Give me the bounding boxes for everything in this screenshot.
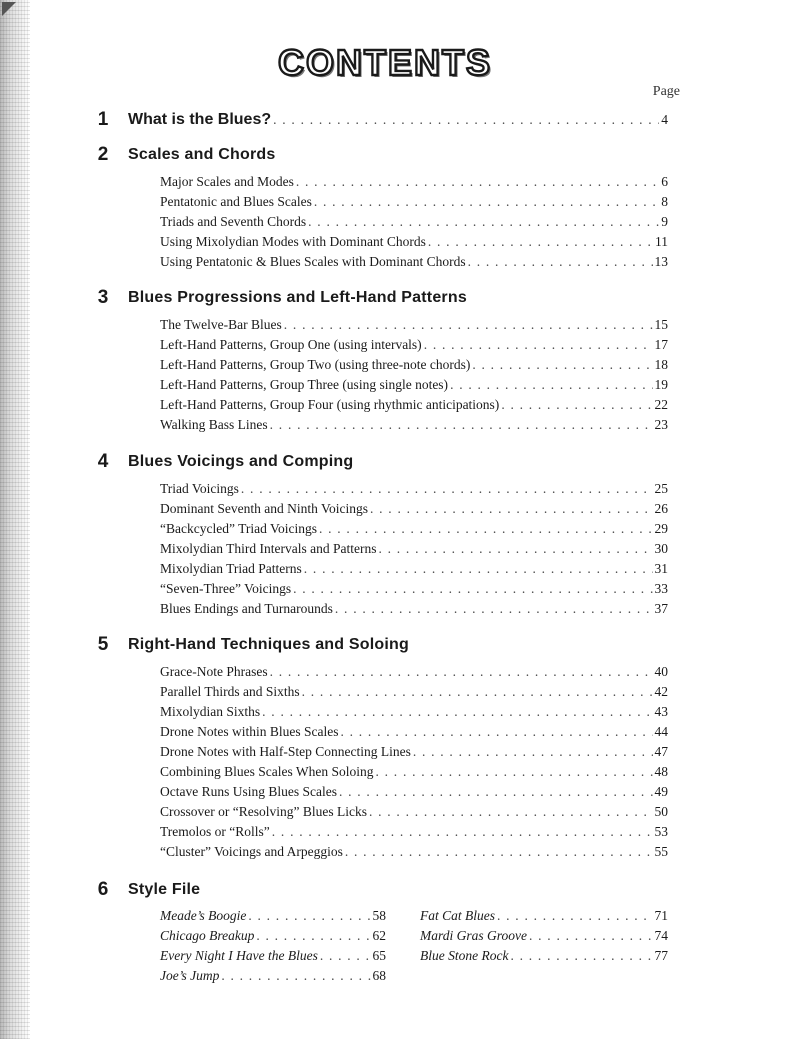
toc-entry[interactable]	[160, 500, 668, 518]
toc-section-entry[interactable]	[128, 111, 668, 129]
entry-title: Using Mixolydian Modes with Dominant Chords	[160, 234, 426, 249]
entry-title: Blue Stone Rock	[420, 948, 509, 963]
toc-entry-style-file[interactable]	[420, 907, 668, 925]
entry-title: Every Night I Have the Blues	[160, 948, 318, 963]
section-number: 4	[97, 451, 109, 472]
dot-leader	[339, 783, 653, 801]
entry-page: 50	[654, 804, 668, 819]
entry-page: 29	[654, 521, 668, 536]
entry-title: Mardi Gras Groove	[420, 928, 527, 943]
entry-page: 68	[372, 968, 386, 983]
entry-title: Joe’s Jump	[160, 968, 220, 983]
toc-entry-style-file[interactable]	[160, 947, 386, 965]
entry-page: 55	[654, 844, 668, 859]
entry-page: 49	[654, 784, 668, 799]
toc-entry[interactable]	[160, 416, 668, 434]
entry-page: 47	[654, 744, 668, 759]
entry-page: 42	[654, 684, 668, 699]
dot-leader	[428, 233, 653, 251]
entry-title: Dominant Seventh and Ninth Voicings	[160, 501, 368, 516]
entry-page: 15	[654, 317, 668, 332]
toc-entry[interactable]	[160, 823, 668, 841]
toc-entry[interactable]	[160, 723, 668, 741]
entry-title: Fat Cat Blues	[420, 908, 495, 923]
entry-page: 77	[654, 948, 668, 963]
entry-page: 43	[654, 704, 668, 719]
entry-page: 4	[661, 112, 668, 127]
section-number: 2	[97, 144, 109, 165]
section-number: 6	[97, 879, 109, 900]
entry-title: Left-Hand Patterns, Group Three (using single notes)	[160, 377, 449, 392]
dot-leader	[314, 193, 659, 211]
section-number: 3	[97, 287, 109, 308]
entry-page: 25	[654, 481, 668, 496]
toc-entry-style-file[interactable]	[160, 907, 386, 925]
toc-entry[interactable]	[160, 520, 668, 538]
page-column-label: Page	[652, 84, 680, 99]
dot-leader	[248, 907, 370, 925]
entry-page: 26	[654, 501, 668, 516]
dot-leader	[450, 376, 652, 394]
entry-page: 62	[372, 928, 386, 943]
entry-title: Octave Runs Using Blues Scales	[160, 784, 337, 799]
entry-page: 71	[654, 908, 668, 923]
entry-title: Parallel Thirds and Sixths	[160, 684, 300, 699]
toc-entry[interactable]	[160, 683, 668, 701]
toc-entry[interactable]	[160, 540, 668, 558]
dot-leader	[370, 500, 653, 518]
entry-page: 13	[654, 254, 668, 269]
entry-title: Chicago Breakup	[160, 928, 255, 943]
entry-title: Triad Voicings	[160, 481, 239, 496]
dot-leader	[501, 396, 652, 414]
toc-entry[interactable]	[160, 600, 668, 618]
dot-leader	[262, 703, 652, 721]
entry-title: “Cluster” Voicings and Arpeggios	[160, 844, 343, 859]
section-title: Style File	[128, 881, 201, 898]
dot-leader	[319, 520, 653, 538]
section-title: Blues Progressions and Left-Hand Patterns	[128, 289, 467, 306]
entry-title: The Twelve-Bar Blues	[160, 317, 282, 332]
dot-leader	[241, 480, 653, 498]
toc-entry[interactable]	[160, 663, 668, 681]
entry-title: Left-Hand Patterns, Group Four (using rhythmic anticipations)	[160, 397, 500, 412]
page-title: CONTENTS	[278, 42, 492, 83]
section-number: 1	[97, 109, 109, 130]
entry-title: What is the Blues?	[128, 111, 272, 128]
dot-leader	[378, 540, 652, 558]
dot-leader	[468, 253, 653, 271]
dot-leader	[272, 823, 653, 841]
entry-page: 48	[654, 764, 668, 779]
dot-leader	[302, 683, 653, 701]
entry-page: 6	[661, 174, 668, 189]
entry-page: 65	[372, 948, 386, 963]
toc-entry[interactable]	[160, 253, 668, 271]
toc-entry[interactable]	[160, 843, 668, 861]
toc-entry[interactable]	[160, 783, 668, 801]
entry-title: Crossover or “Resolving” Blues Licks	[160, 804, 367, 819]
dot-leader	[270, 416, 653, 434]
toc-entry[interactable]	[160, 376, 668, 394]
entry-page: 33	[654, 581, 668, 596]
toc-entry-style-file[interactable]	[160, 927, 386, 945]
toc-entry[interactable]	[160, 233, 668, 251]
entry-page: 40	[654, 664, 668, 679]
toc-entry[interactable]	[160, 743, 668, 761]
entry-page: 37	[654, 601, 668, 616]
dot-leader	[256, 927, 370, 945]
entry-title: Major Scales and Modes	[160, 174, 294, 189]
entry-title: Combining Blues Scales When Soloing	[160, 764, 374, 779]
dot-leader	[529, 927, 653, 945]
toc-entry-style-file[interactable]	[420, 927, 668, 945]
entry-title: Drone Notes with Half-Step Connecting Lines	[160, 744, 411, 759]
entry-title: Meade’s Boogie	[160, 908, 247, 923]
entry-title: “Backcycled” Triad Voicings	[160, 521, 317, 536]
toc-entry[interactable]	[160, 480, 668, 498]
toc-entry[interactable]	[160, 396, 668, 414]
toc-entry[interactable]	[160, 173, 668, 191]
dot-leader	[304, 560, 653, 578]
section-title: Right-Hand Techniques and Soloing	[128, 636, 409, 653]
entry-page: 53	[654, 824, 668, 839]
entry-page: 23	[654, 417, 668, 432]
entry-title: Drone Notes within Blues Scales	[160, 724, 339, 739]
dot-leader	[376, 763, 653, 781]
toc-entry[interactable]	[160, 703, 668, 721]
page-corner-mark	[2, 2, 16, 16]
entry-title: Left-Hand Patterns, Group Two (using three-note chords)	[160, 357, 471, 372]
dot-leader	[293, 580, 652, 598]
entry-page: 30	[654, 541, 668, 556]
entry-page: 17	[654, 337, 668, 352]
entry-title: Grace-Note Phrases	[160, 664, 268, 679]
entry-title: Pentatonic and Blues Scales	[160, 194, 312, 209]
entry-title: “Seven-Three” Voicings	[160, 581, 292, 596]
dot-leader	[270, 663, 653, 681]
dot-leader	[340, 723, 652, 741]
toc-entry[interactable]	[160, 580, 668, 598]
toc-entry[interactable]	[160, 560, 668, 578]
entry-page: 31	[654, 561, 668, 576]
entry-page: 9	[661, 214, 668, 229]
entry-page: 58	[372, 908, 386, 923]
entry-page: 22	[654, 397, 668, 412]
dot-leader	[221, 967, 370, 985]
scanned-page-edge	[0, 0, 30, 1039]
toc-entry[interactable]	[160, 336, 668, 354]
dot-leader	[320, 947, 371, 965]
dot-leader	[510, 947, 652, 965]
toc-entry[interactable]	[160, 193, 668, 211]
dot-leader	[284, 316, 653, 334]
entry-title: Blues Endings and Turnarounds	[160, 601, 333, 616]
dot-leader	[497, 907, 653, 925]
entry-page: 11	[655, 234, 668, 249]
toc-entry-style-file[interactable]	[420, 947, 668, 965]
entry-page: 8	[661, 194, 668, 209]
section-title: Blues Voicings and Comping	[128, 453, 354, 470]
entry-page: 44	[654, 724, 668, 739]
dot-leader	[335, 600, 653, 618]
dot-leader	[345, 843, 653, 861]
toc-entry[interactable]	[160, 803, 668, 821]
toc-entry[interactable]	[160, 213, 668, 231]
toc-entry[interactable]	[160, 316, 668, 334]
dot-leader	[369, 803, 653, 821]
entry-title: Walking Bass Lines	[160, 417, 268, 432]
dot-leader	[472, 356, 652, 374]
dot-leader	[308, 213, 659, 231]
dot-leader	[424, 336, 653, 354]
section-title: Scales and Chords	[128, 146, 276, 163]
entry-title: Mixolydian Triad Patterns	[160, 561, 302, 576]
entry-title: Using Pentatonic & Blues Scales with Dominant Chords	[160, 254, 466, 269]
dot-leader	[273, 111, 659, 129]
entry-page: 19	[654, 377, 668, 392]
entry-page: 74	[654, 928, 668, 943]
entry-title: Triads and Seventh Chords	[160, 214, 307, 229]
toc-entry-style-file[interactable]	[160, 967, 386, 985]
entry-page: 18	[654, 357, 668, 372]
entry-title: Mixolydian Third Intervals and Patterns	[160, 541, 377, 556]
entry-title: Tremolos or “Rolls”	[160, 824, 270, 839]
entry-title: Left-Hand Patterns, Group One (using intervals)	[160, 337, 422, 352]
section-number: 5	[97, 634, 109, 655]
dot-leader	[413, 743, 653, 761]
toc-entry[interactable]	[160, 763, 668, 781]
toc-entry[interactable]	[160, 356, 668, 374]
dot-leader	[296, 173, 659, 191]
entry-title: Mixolydian Sixths	[160, 704, 261, 719]
